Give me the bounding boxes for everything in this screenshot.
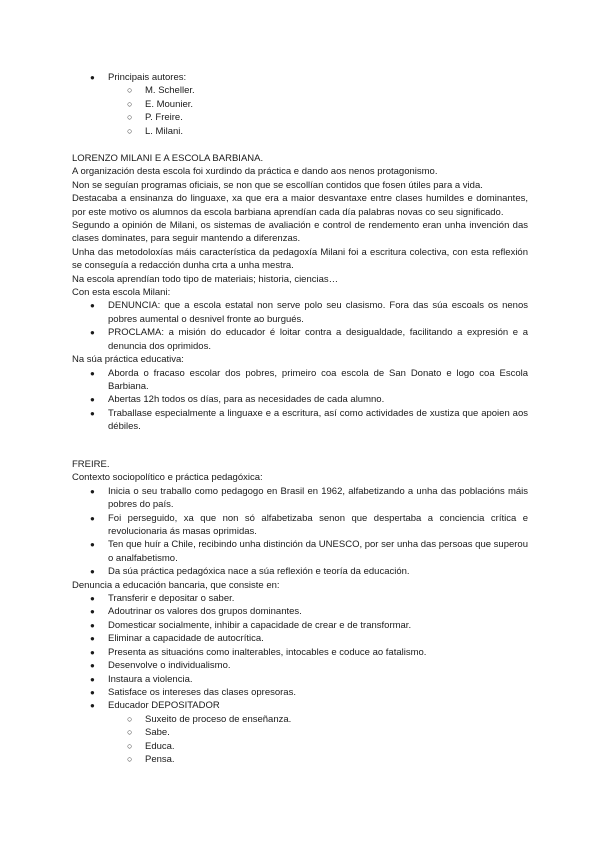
bullet-dot-icon: ● xyxy=(90,607,95,617)
bullet-circle-icon: ○ xyxy=(127,753,133,764)
list-item: ● Presenta as situacións como inalterables, intocables e coduce ao fatalismo. xyxy=(90,646,427,658)
section-heading: FREIRE. xyxy=(72,459,110,470)
bullet-dot-icon: ● xyxy=(90,674,95,684)
bullet-dot-icon: ● xyxy=(90,368,95,378)
list-label: Contexto sociopolítico e práctica pedagóxica: xyxy=(72,472,263,484)
section-heading: LORENZO MILANI E A ESCOLA BARBIANA. xyxy=(72,153,264,164)
bullet-dot-icon: ● xyxy=(90,567,95,577)
paragraph: Unha das metodoloxías máis característica da pedagoxía Milani foi a escritura colectiva, con esta reflexión se conseguía a redacción dunha crta a unha mestra. xyxy=(72,246,528,272)
list-item: ● Transferir e depositar o saber. xyxy=(90,593,235,605)
bullet-circle-icon: ○ xyxy=(127,85,133,96)
depositor-list xyxy=(0,713,600,767)
bullet-dot-icon: ● xyxy=(90,301,95,311)
list-item: ○ Suxeito de proceso de enseñanza. xyxy=(127,713,292,725)
list-item: ● Aborda o fracaso escolar dos pobres, primeiro coa escola de San Donato e logo coa Escola Barbiana. xyxy=(90,367,528,392)
list-item: ○ Educa. xyxy=(127,740,175,752)
bullet-circle-icon: ○ xyxy=(127,98,133,109)
list-item: ○ Pensa. xyxy=(127,753,175,765)
bullet-circle-icon: ○ xyxy=(127,125,133,136)
paragraph: Segundo a opinión de Milani, os sistemas de avaliación e control de rendemento eran unha invención das clases dominates, para seguir mantendo a diferenzas. xyxy=(72,220,528,245)
list-item: ○ L. Milani. xyxy=(127,125,184,137)
paragraph: A organización desta escola foi xurdindo da práctica e dando aos nenos protagonismo. xyxy=(72,166,438,178)
practice-list xyxy=(0,367,600,434)
list-item: ○ M. Scheller. xyxy=(127,85,195,97)
bullet-dot-icon: ● xyxy=(90,661,95,671)
list-item: ○ Sabe. xyxy=(127,727,170,739)
list-item: ● Domesticar socialmente, inhibir a capacidade de crear e de transformar. xyxy=(90,619,412,631)
bullet-dot-icon: ● xyxy=(90,328,95,338)
bullet-dot-icon: ● xyxy=(90,513,95,523)
bullet-dot-icon: ● xyxy=(90,486,95,496)
freire-section xyxy=(0,458,600,766)
bullet-dot-icon: ● xyxy=(90,701,95,711)
bullet-dot-icon: ● xyxy=(90,634,95,644)
list-item: ● PROCLAMA: a misión do educador é loitar contra a desigualdade, facilitando a expresión e a denuncia dos oprimidos. xyxy=(90,327,528,352)
list-item: ● Foi perseguido, xa que non só alfabetizaba senon que despertaba a conciencia crítica e revolucionaria ás masas oprimidas. xyxy=(90,512,528,538)
bullet-circle-icon: ○ xyxy=(127,727,133,738)
authors-section xyxy=(0,71,600,138)
bullet-dot-icon: ● xyxy=(90,647,95,657)
list-item: ● Ten que huír a Chile, recibindo unha distinción da UNESCO, por ser unha das persoas que superou o analfabetismo. xyxy=(90,539,528,564)
bullet-dot-icon: ● xyxy=(90,620,95,630)
bullet-dot-icon: ● xyxy=(90,540,95,550)
list-item: ● Inicia o seu traballo como pedagogo en Brasil en 1962, alfabetizando a unha das poblacións máis pobres do país. xyxy=(90,485,528,511)
authors-label-item: ● Principais autores: xyxy=(90,72,187,83)
list-item: ● Instaura a violencia. xyxy=(90,673,193,685)
list-item: ● Eliminar a capacidade de autocrítica. xyxy=(90,633,264,645)
list-label: Na súa práctica educativa: xyxy=(72,354,184,366)
list-item: ○ E. Mounier. xyxy=(127,98,194,110)
bullet-dot-icon: ● xyxy=(90,73,95,82)
list-item: ● Desenvolve o individualismo. xyxy=(90,660,231,672)
list-label: Denuncia a educación bancaria, que consiste en: xyxy=(72,579,280,591)
list-item: ● DENUNCIA: que a escola estatal non serve polo seu clasismo. Fora das súa escoals os nenos pobres aumental o desnivel fronte ao burgués. xyxy=(90,300,528,325)
list-item: ● Da súa práctica pedagóxica nace a súa reflexión e teoría da educación. xyxy=(90,566,410,578)
list-item: ● Adoutrinar os valores dos grupos dominantes. xyxy=(90,606,302,618)
list-item: ● Traballase especialmente a linguaxe e a escritura, así como actividades de xustiza que apoien aos débiles. xyxy=(90,407,528,433)
paragraph: Na escola aprendían todo tipo de materiais; historia, ciencias… xyxy=(72,273,339,285)
milani-list xyxy=(0,299,600,353)
context-list xyxy=(0,485,600,579)
list-item: ● Satisface os intereses das clases opresoras. xyxy=(90,686,296,698)
list-item: ○ P. Freire. xyxy=(127,112,183,124)
bullet-dot-icon: ● xyxy=(90,687,95,697)
paragraph: Con esta escola Milani: xyxy=(72,287,171,299)
list-item: ● Abertas 12h todos os días, para as necesidades de cada alumno. xyxy=(90,394,385,406)
paragraph: Non se seguían programas oficiais, se non que se escollían contidos que fosen útiles para a vida. xyxy=(72,179,483,191)
bullet-dot-icon: ● xyxy=(90,594,95,604)
bullet-dot-icon: ● xyxy=(90,408,95,418)
bullet-circle-icon: ○ xyxy=(127,112,133,123)
paragraph: Destacaba a ensinanza do linguaxe, xa que era a maior desvantaxe entre clases humildes e dominantes, por este motivo os alumnos da escola barbiana aprendían cada día palabras novas co seu significado. xyxy=(72,193,528,218)
bullet-circle-icon: ○ xyxy=(127,713,133,724)
milani-section xyxy=(0,152,600,434)
banking-list xyxy=(0,592,600,713)
list-item: ● Educador DEPOSITADOR xyxy=(90,700,220,712)
authors-list xyxy=(0,84,600,138)
bullet-circle-icon: ○ xyxy=(127,740,133,751)
bullet-dot-icon: ● xyxy=(90,395,95,405)
